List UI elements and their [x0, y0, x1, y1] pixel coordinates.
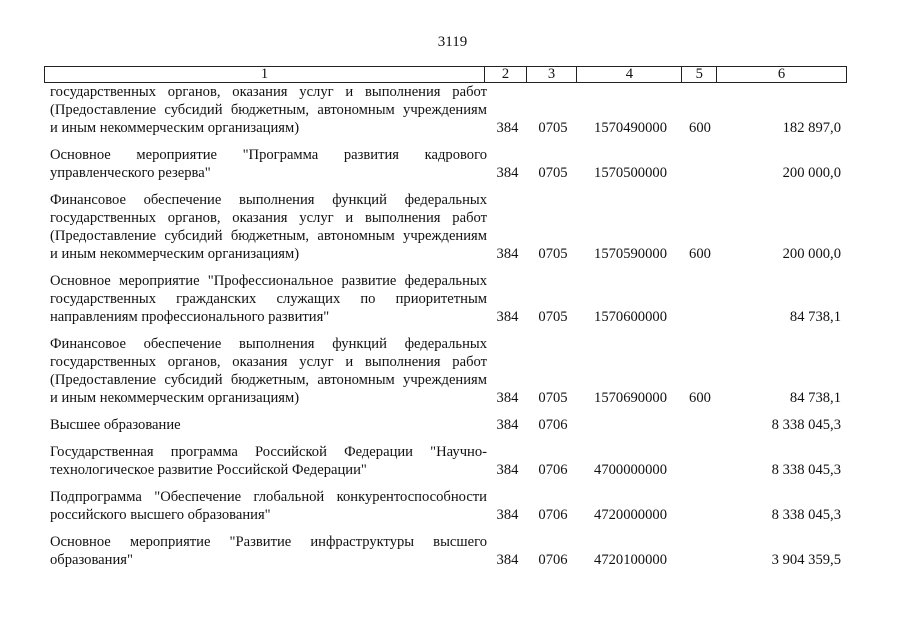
page-number: 3119	[437, 34, 468, 50]
ministry-code: 384	[496, 417, 519, 433]
target-article-code: 1570500000	[594, 165, 667, 181]
description-line: технологическое развитие Российской Федерации"	[50, 462, 367, 478]
description-line: управленческого резерва"	[50, 165, 211, 181]
description-line: Высшее образование	[50, 417, 181, 433]
column-header-6: 6	[777, 66, 786, 82]
target-article-code: 1570490000	[594, 120, 667, 136]
ministry-code: 384	[496, 165, 519, 181]
description-line: государственных гражданских служащих по приоритетным	[50, 291, 487, 307]
amount: 84 738,1	[789, 309, 841, 325]
description-line: направлениям профессионального развития"	[50, 309, 330, 325]
target-article-code: 1570590000	[594, 246, 667, 262]
description-line: и иным некоммерческим организациям)	[50, 246, 300, 262]
description-line: государственных органов, оказания услуг и выполнения работ	[50, 210, 487, 226]
section-code: 0705	[538, 165, 568, 181]
row-description	[44, 416, 487, 434]
row-description	[44, 443, 487, 479]
section-code: 0706	[538, 552, 568, 568]
row-description	[44, 488, 487, 524]
description-line: российского высшего образования"	[50, 507, 271, 523]
description-line: (Предоставление субсидий бюджетным, автономным учреждениям	[50, 102, 487, 118]
target-article-code: 1570690000	[594, 390, 667, 406]
amount: 182 897,0	[782, 120, 841, 136]
description-line: государственных органов, оказания услуг и выполнения работ	[50, 354, 487, 370]
target-article-code: 4720000000	[594, 507, 667, 523]
ministry-code: 384	[496, 462, 519, 478]
description-line: Основное мероприятие "Развитие инфраструктуры высшего	[50, 534, 487, 550]
target-article-code: 4720100000	[594, 552, 667, 568]
table-row	[44, 191, 847, 263]
section-code: 0706	[538, 417, 568, 433]
section-code: 0706	[538, 507, 568, 523]
table-row	[44, 335, 847, 407]
expense-type-code: 600	[689, 390, 711, 406]
amount: 8 338 045,3	[771, 417, 841, 433]
amount: 8 338 045,3	[771, 507, 841, 523]
ministry-code: 384	[496, 507, 519, 523]
table-row	[44, 83, 847, 137]
table-row	[44, 272, 847, 326]
description-line: Основное мероприятие "Программа развития кадрового	[50, 147, 487, 163]
column-header-4: 4	[577, 67, 682, 82]
amount: 8 338 045,3	[771, 462, 841, 478]
ministry-code: 384	[496, 552, 519, 568]
row-description	[44, 146, 487, 182]
table-row	[44, 488, 847, 524]
description-line: Подпрограмма "Обеспечение глобальной конкурентоспособности	[50, 489, 487, 505]
table-row	[44, 146, 847, 182]
table-row	[44, 416, 847, 434]
description-line: государственных органов, оказания услуг и выполнения работ	[50, 84, 487, 100]
expense-type-code: 600	[689, 120, 711, 136]
row-description	[44, 533, 487, 569]
description-line: (Предоставление субсидий бюджетным, автономным учреждениям	[50, 372, 487, 388]
section-code: 0706	[538, 462, 568, 478]
column-header-2: 2	[485, 67, 527, 82]
amount: 200 000,0	[782, 165, 841, 181]
amount: 200 000,0	[782, 246, 841, 262]
ministry-code: 384	[496, 120, 519, 136]
section-code: 0705	[538, 246, 568, 262]
amount: 3 904 359,5	[771, 552, 841, 568]
ministry-code: 384	[496, 309, 519, 325]
table-header	[44, 66, 847, 83]
table-row	[44, 443, 847, 479]
column-header-5: 5	[682, 67, 717, 82]
section-code: 0705	[538, 390, 568, 406]
expense-type-code: 600	[689, 246, 711, 262]
ministry-code: 384	[496, 390, 519, 406]
column-header-1: 1	[45, 67, 485, 82]
description-line: Финансовое обеспечение выполнения функций федеральных	[50, 336, 487, 352]
description-line: (Предоставление субсидий бюджетным, автономным учреждениям	[50, 228, 487, 244]
description-line: и иным некоммерческим организациям)	[50, 120, 300, 136]
section-code: 0705	[538, 309, 568, 325]
row-description	[44, 83, 487, 137]
ministry-code: 384	[496, 246, 519, 262]
description-line: Основное мероприятие "Профессиональное развитие федеральных	[50, 273, 487, 289]
table-body	[44, 84, 847, 578]
target-article-code: 4700000000	[594, 462, 667, 478]
description-line: Финансовое обеспечение выполнения функций федеральных	[50, 192, 487, 208]
row-description	[44, 335, 487, 407]
row-description	[44, 191, 487, 263]
description-line: Государственная программа Российской Федерации "Научно-	[50, 444, 487, 460]
target-article-code: 1570600000	[594, 309, 667, 325]
row-description	[44, 272, 487, 326]
description-line: образования"	[50, 552, 133, 568]
amount: 84 738,1	[789, 390, 841, 406]
table-row	[44, 533, 847, 569]
column-header-3: 3	[527, 67, 578, 82]
section-code: 0705	[538, 120, 568, 136]
description-line: и иным некоммерческим организациям)	[50, 390, 300, 406]
